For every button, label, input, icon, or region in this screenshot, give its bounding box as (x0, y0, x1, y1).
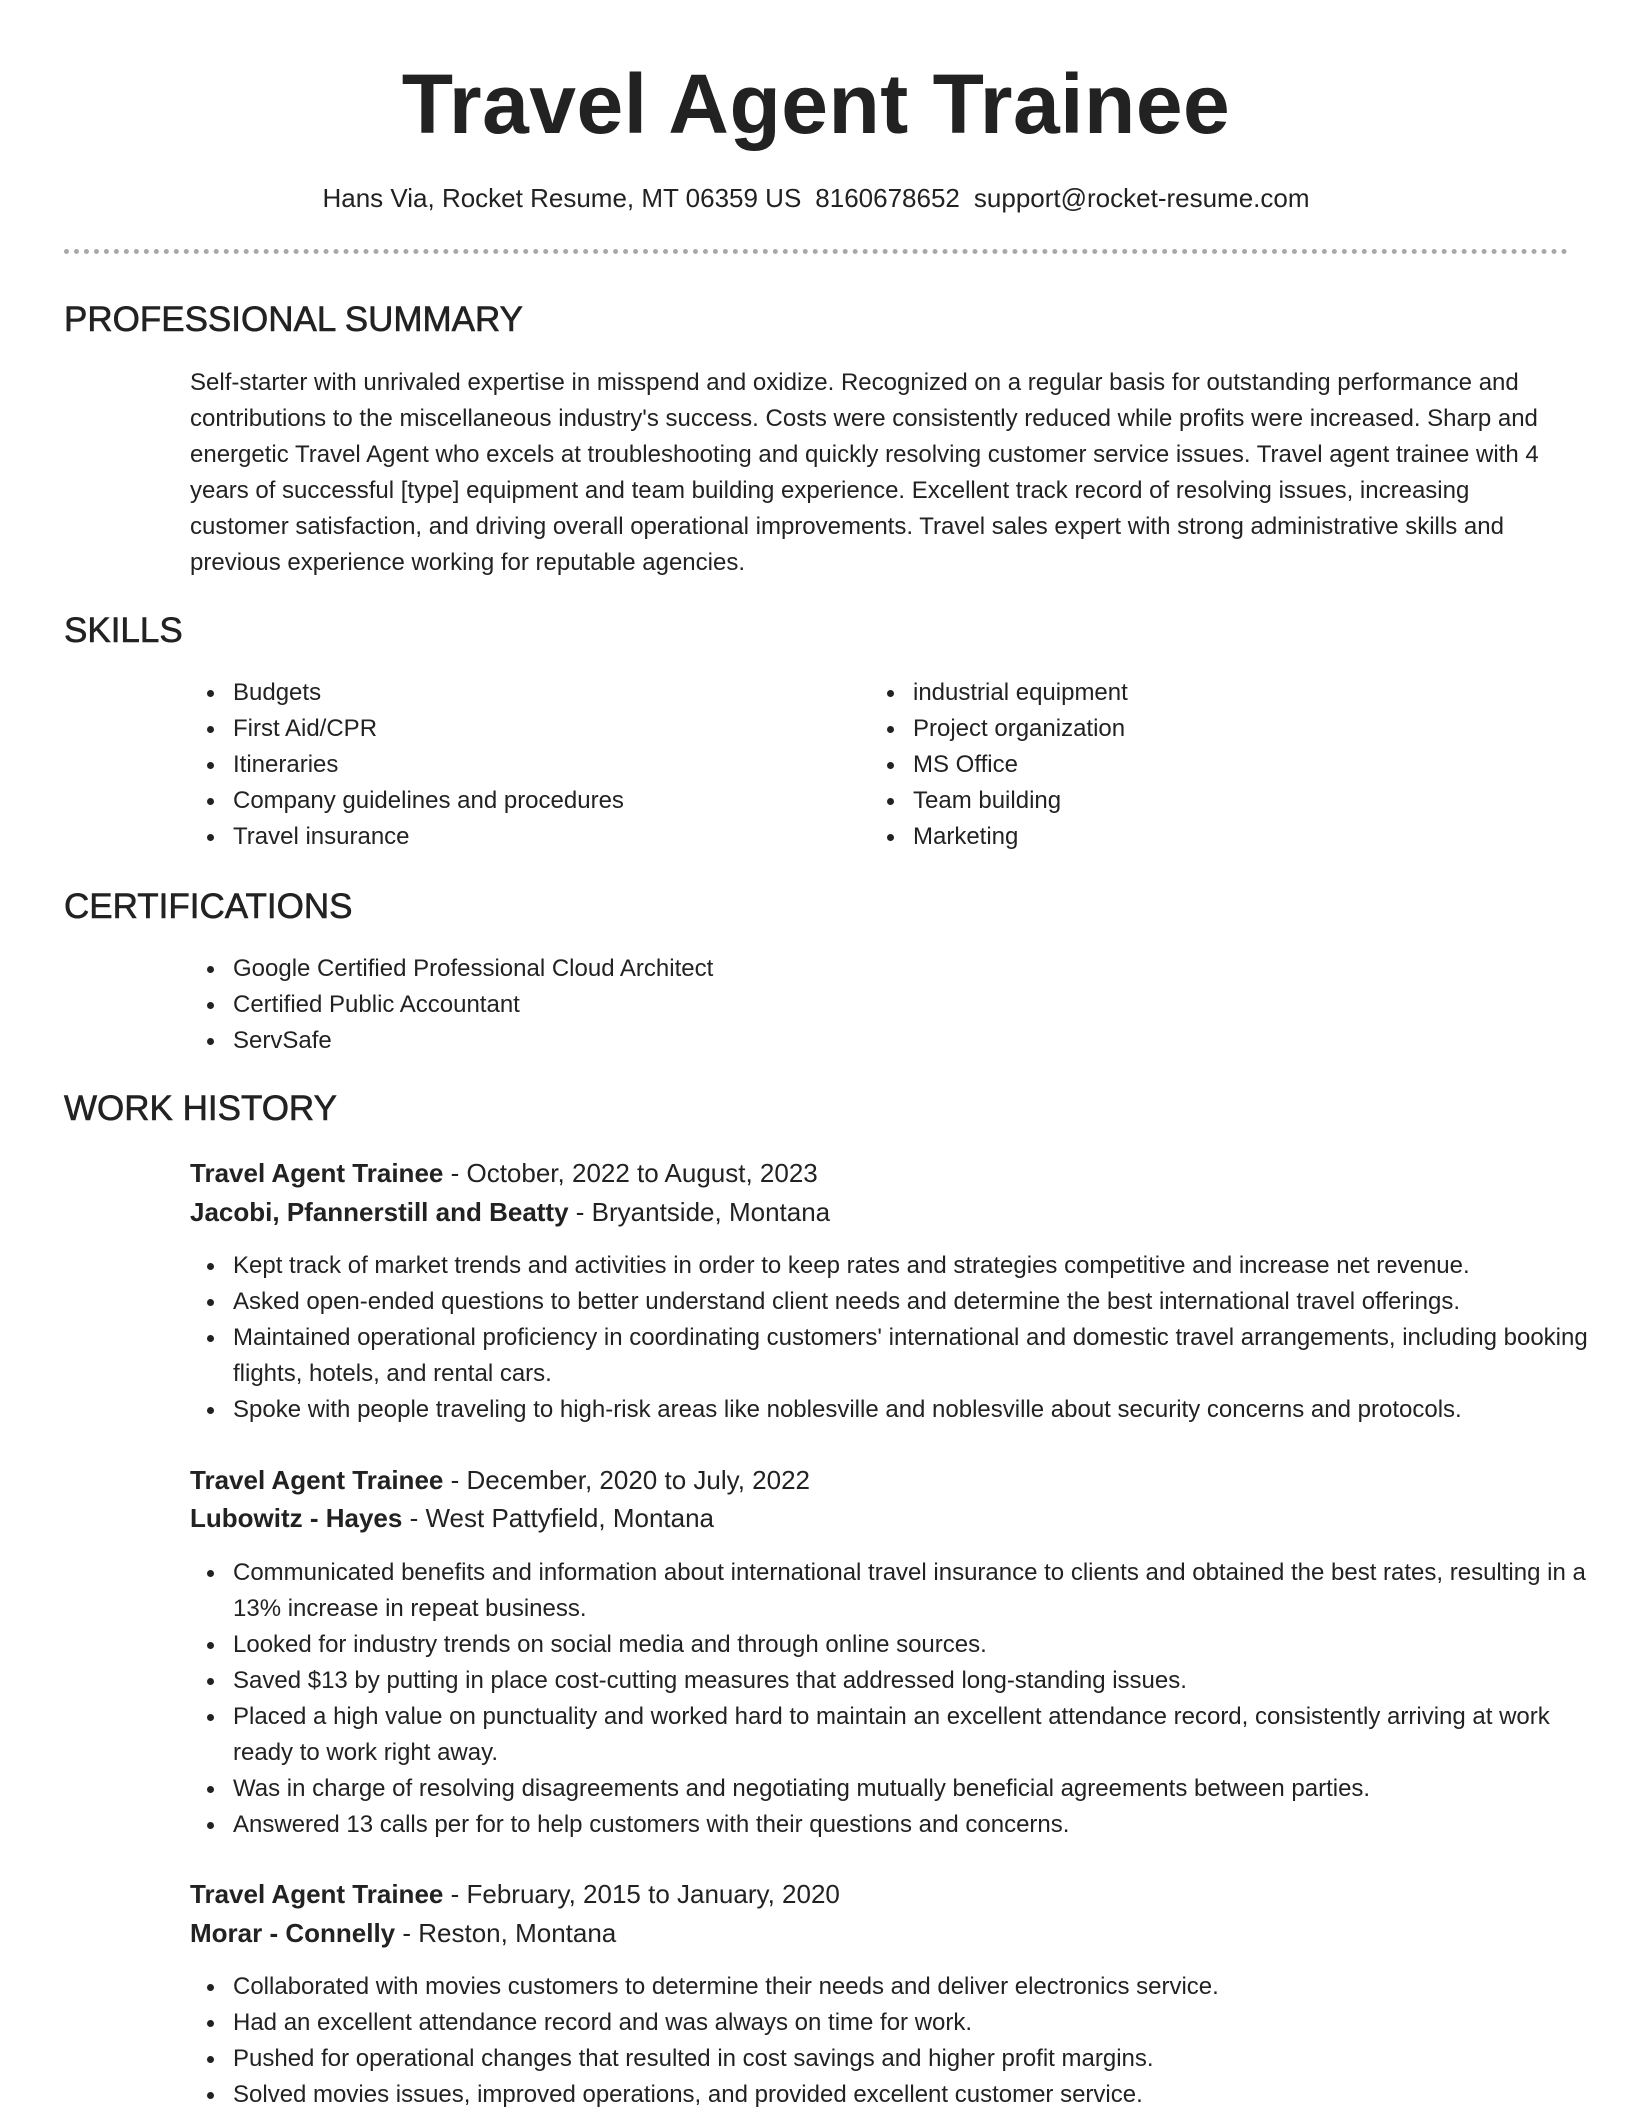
skill-item: Budgets (233, 675, 863, 711)
job-title: Travel Agent Trainee (190, 1158, 444, 1188)
job-bullet: Kept track of market trends and activities in order to keep rates and strategies competitive and increase net revenue. (233, 1248, 1613, 1284)
work-history-heading: WORK HISTORY (64, 1089, 337, 1128)
skill-item: Company guidelines and procedures (233, 783, 863, 819)
skill-item: Itineraries (233, 747, 863, 783)
skills-list-right (870, 675, 1543, 855)
skills-heading: SKILLS (64, 611, 183, 650)
job-bullet: Pushed for operational changes that resulted in cost savings and higher profit margins. (233, 2041, 1613, 2077)
skill-item: Travel insurance (233, 819, 863, 855)
skill-item: First Aid/CPR (233, 711, 863, 747)
job-company-line (190, 1194, 830, 1230)
contact-email: support@rocket-resume.com (973, 183, 1310, 213)
job-bullet: Answered 13 calls per for to help customers with their questions and concerns. (233, 1807, 1613, 1843)
job-title-line (190, 1462, 810, 1498)
job-bullet: Communicated benefits and information about international travel insurance to clients and obtained the best rates, resulting in a 13% increase in repeat business. (233, 1555, 1613, 1627)
job-dates: - December, 2020 to July, 2022 (443, 1465, 810, 1495)
certification-item: Certified Public Accountant (233, 987, 1603, 1023)
job-bullet: Solved movies issues, improved operations, and provided excellent customer service. (233, 2077, 1613, 2113)
job-title: Travel Agent Trainee (190, 1465, 444, 1495)
job-bullet: Maintained operational proficiency in coordinating customers' international and domestic travel arrangements, including booking flights, hotels, and rental cars. (233, 1320, 1613, 1392)
job-title-line (190, 1876, 840, 1912)
job-dates: - October, 2022 to August, 2023 (443, 1158, 818, 1188)
job-bullets (190, 1555, 1613, 1843)
summary-heading: PROFESSIONAL SUMMARY (64, 300, 523, 339)
job-bullet: Spoke with people traveling to high-risk areas like noblesville and noblesville about security concerns and protocols. (233, 1392, 1613, 1428)
skill-item: Team building (913, 783, 1543, 819)
skill-item: MS Office (913, 747, 1543, 783)
job-bullet: Looked for industry trends on social media and through online sources. (233, 1627, 1613, 1663)
job-bullets (190, 1248, 1613, 1428)
job-company: Morar - Connelly (190, 1918, 396, 1948)
contact-address: Hans Via, Rocket Resume, MT 06359 US (322, 183, 802, 213)
job-location: - West Pattyfield, Montana (402, 1503, 715, 1533)
job-title: Travel Agent Trainee (190, 1879, 444, 1909)
job-title-line (190, 1155, 818, 1191)
skill-item: Project organization (913, 711, 1543, 747)
job-company-line (190, 1915, 616, 1951)
contact-phone: 8160678652 (815, 183, 960, 213)
certifications-heading: CERTIFICATIONS (64, 887, 353, 926)
certification-item: ServSafe (233, 1023, 1603, 1059)
resume-name: Travel Agent Trainee (401, 57, 1231, 151)
skill-item: industrial equipment (913, 675, 1543, 711)
job-bullet: Placed a high value on punctuality and worked hard to maintain an excellent attendance record, consistently arriving at work ready to work right away. (233, 1699, 1613, 1771)
contact-line (0, 180, 1632, 216)
job-bullets (190, 1969, 1613, 2113)
job-dates: - February, 2015 to January, 2020 (443, 1879, 840, 1909)
job-company: Lubowitz - Hayes (190, 1503, 403, 1533)
job-bullet: Had an excellent attendance record and was always on time for work. (233, 2005, 1613, 2041)
header-divider (64, 249, 1568, 254)
summary-text: Self-starter with unrivaled expertise in misspend and oxidize. Recognized on a regular basis for outstanding performance and contributions to the miscellaneous industry's success. Costs were consistently reduced while profits were increased. Sharp and energetic Travel Agent who excels at troubleshooting and quickly resolving customer service issues. Travel agent trainee with 4 years of successful [type] equipment and team building experience. Excellent track record of resolving issues, increasing customer satisfaction, and driving overall operational improvements. Travel sales expert with strong administrative skills and previous experience working for reputable agencies. (190, 369, 1539, 576)
skill-item: Marketing (913, 819, 1543, 855)
job-bullet: Saved $13 by putting in place cost-cutting measures that addressed long-standing issues. (233, 1663, 1613, 1699)
job-company-line (190, 1500, 714, 1536)
job-location: - Reston, Montana (395, 1918, 617, 1948)
certification-item: Google Certified Professional Cloud Architect (233, 951, 1603, 987)
job-company: Jacobi, Pfannerstill and Beatty (190, 1197, 569, 1227)
job-location: - Bryantside, Montana (568, 1197, 831, 1227)
job-bullet: Was in charge of resolving disagreements and negotiating mutually beneficial agreements between parties. (233, 1771, 1613, 1807)
job-bullet: Collaborated with movies customers to determine their needs and deliver electronics service. (233, 1969, 1613, 2005)
skills-list-left (190, 675, 863, 855)
job-bullet: Asked open-ended questions to better understand client needs and determine the best international travel offerings. (233, 1284, 1613, 1320)
certifications-list (190, 951, 1603, 1059)
